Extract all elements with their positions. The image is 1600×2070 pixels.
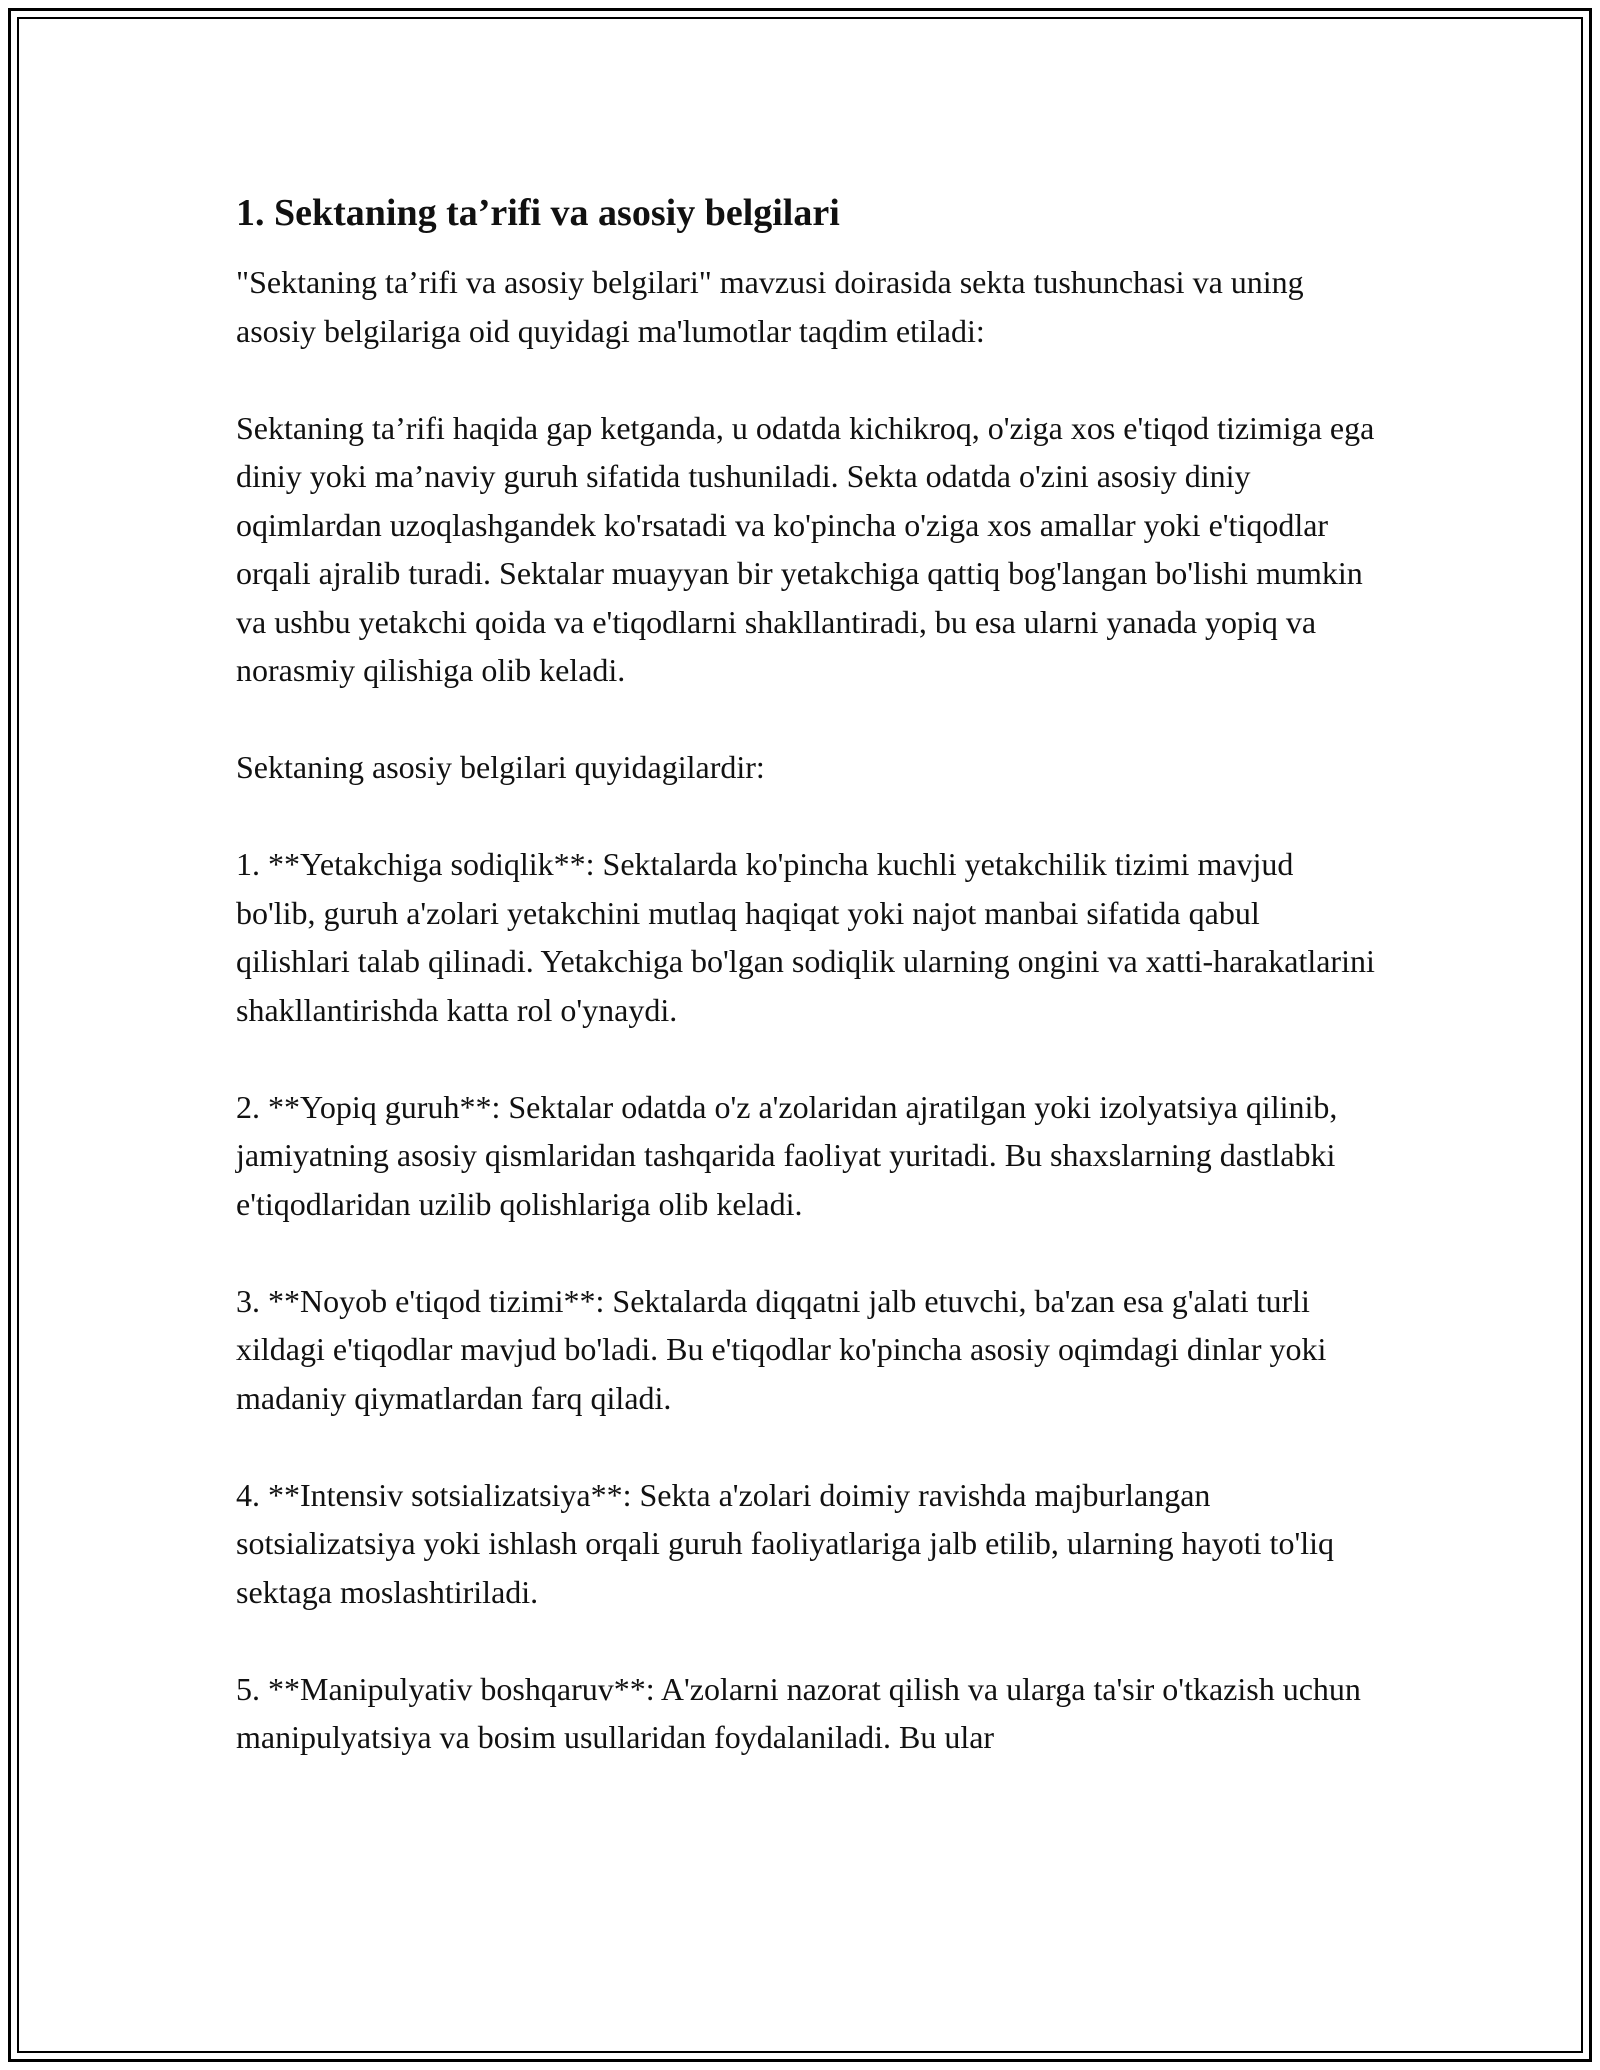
list-item-closed-group: 2. **Yopiq guruh**: Sektalar odatda o'z a'zolaridan ajratilgan yoki izolyatsiya qilinib, jamiyatning asosiy qismlaridan tashqarida faoliyat yuritadi. Bu shaxslarning dastlabki e'tiqodlaridan uzilib qolishlariga olib keladi. <box>236 1088 1338 1222</box>
document-body <box>236 188 1376 1810</box>
section-heading: 1. Sektaning ta’rifi va asosiy belgilari <box>236 192 840 234</box>
list-item-leader-loyalty: 1. **Yetakchiga sodiqlik**: Sektalarda ko'pincha kuchli yetakchilik tizimi mavjud bo'lib, guruh a'zolari yetakchini mutlaq haqiqat yoki najot manbai sifatida qabul qilishlari talab qilinadi. Yetakchiga bo'lgan sodiqlik ularning ongini va xatti-harakatlarini shakllantirishda katta rol o'ynaydi. <box>236 846 1375 1028</box>
list-item-unique-belief: 3. **Noyob e'tiqod tizimi**: Sektalarda diqqatni jalb etuvchi, ba'zan esa g'alati turli xildagi e'tiqodlar mavjud bo'ladi. Bu e'tiqodlar ko'pincha asosiy oqimdagi dinlar yoki madaniy qiymatlardan farq qiladi. <box>236 1282 1327 1416</box>
intro-paragraph: "Sektaning ta’rifi va asosiy belgilari" mavzusi doirasida sekta tushunchasi va uning asosiy belgilariga oid quyidagi ma'lumotlar taqdim etiladi: <box>236 264 1304 349</box>
list-item-manipulative-control: 5. **Manipulyativ boshqaruv**: A'zolarni nazorat qilish va ularga ta'sir o'tkazish uchun manipulyatsiya va bosim usullaridan foydalaniladi. Bu ular <box>236 1670 1361 1755</box>
features-intro-paragraph: Sektaning asosiy belgilari quyidagilardir: <box>236 749 765 785</box>
list-item-socialization: 4. **Intensiv sotsializatsiya**: Sekta a'zolari doimiy ravishda majburlangan sotsializatsiya yoki ishlash orqali guruh faoliyatlariga jalb etilib, ularning hayoti to'liq sektaga moslashtiriladi. <box>236 1476 1334 1610</box>
definition-paragraph: Sektaning ta’rifi haqida gap ketganda, u odatda kichikroq, o'ziga xos e'tiqod tizimiga ega diniy yoki ma’naviy guruh sifatida tushuniladi. Sekta odatda o'zini asosiy diniy oqimlardan uzoqlashgandek ko'rsatadi va ko'pincha o'ziga xos amallar yoki e'tiqodlar orqali ajralib turadi. Sektalar muayyan bir yetakchiga qattiq bog'langan bo'lishi mumkin va ushbu yetakchi qoida va e'tiqodlarni shakllantiradi, bu esa ularni yanada yopiq va norasmiy qilishiga olib keladi. <box>236 409 1375 688</box>
